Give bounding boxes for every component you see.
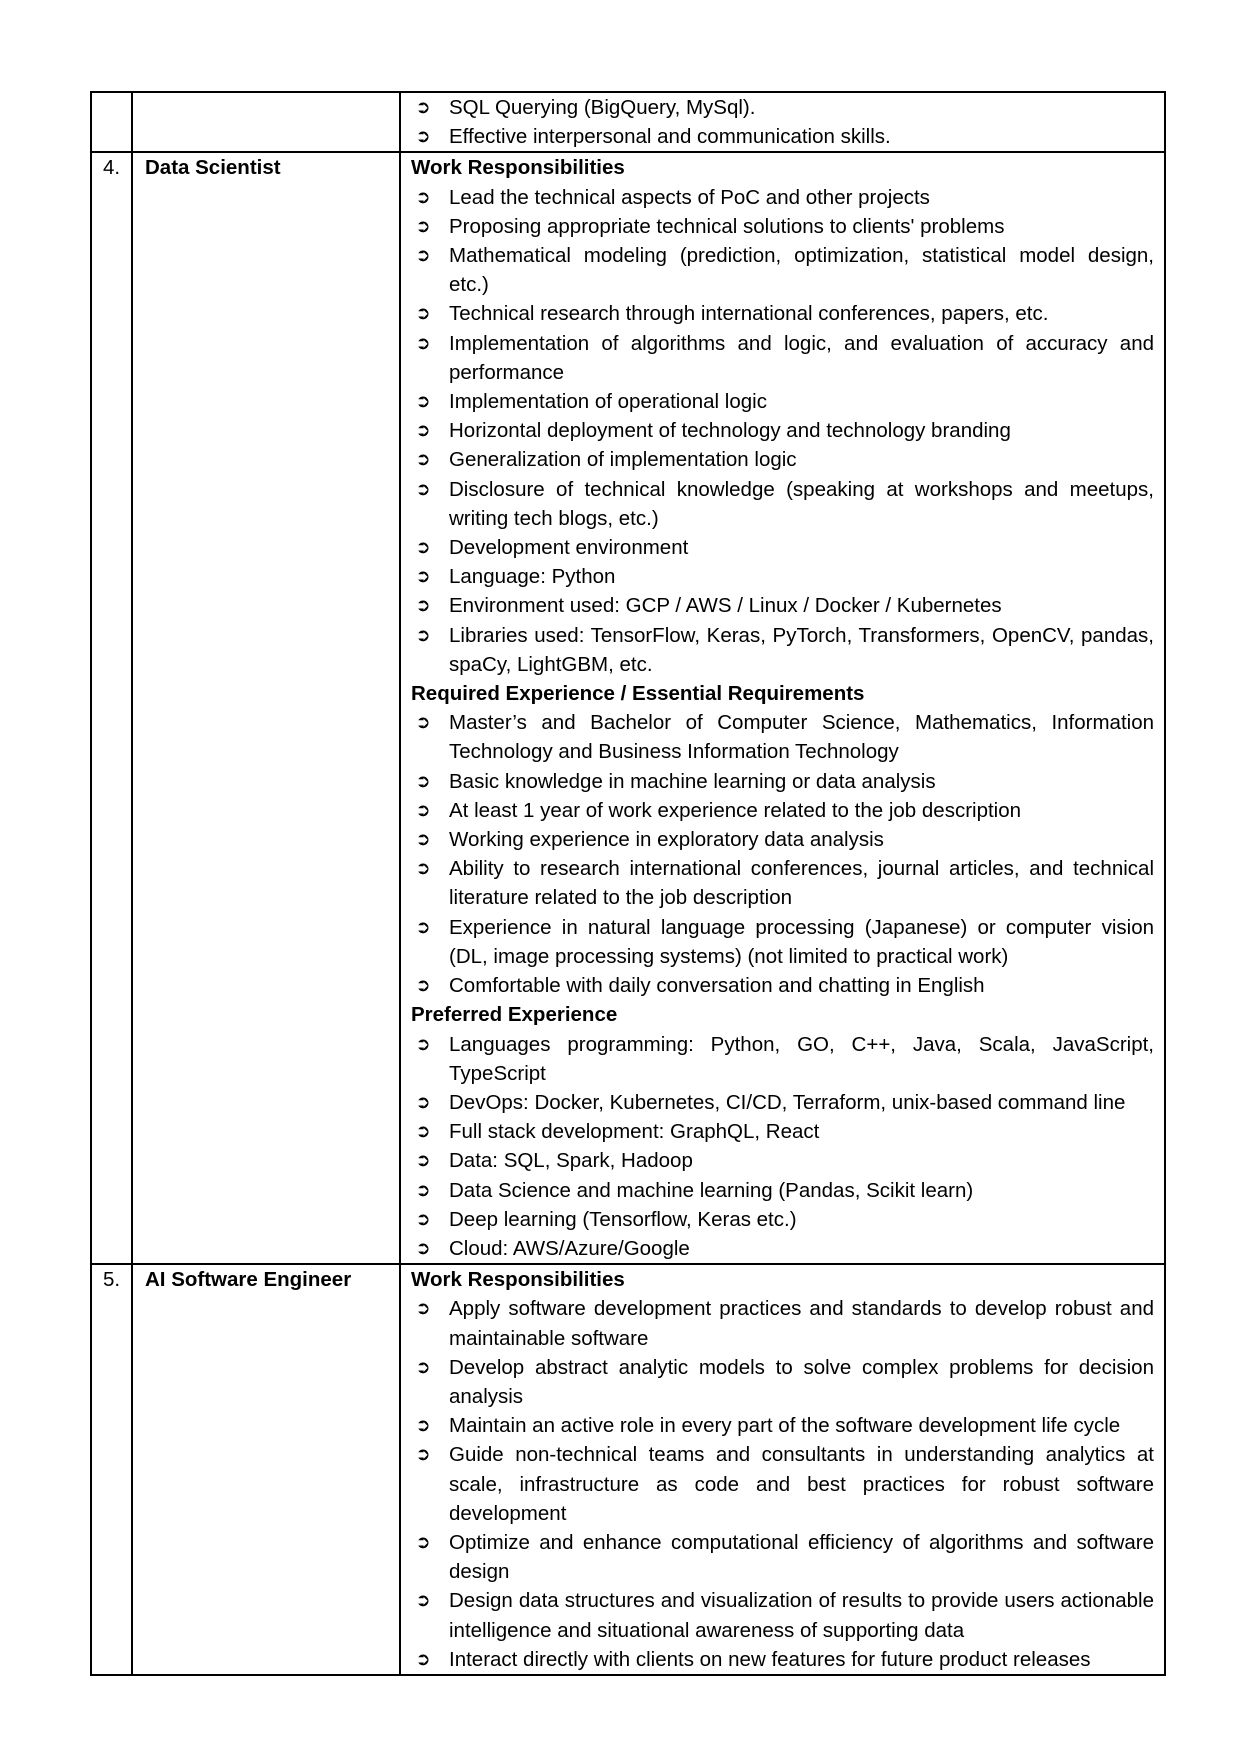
arrow-bullet-icon: ➲ xyxy=(415,215,431,237)
list-item xyxy=(411,329,1154,387)
list-item xyxy=(411,796,1154,825)
list-item-text: Basic knowledge in machine learning or data analysis xyxy=(449,769,936,793)
arrow-bullet-icon: ➲ xyxy=(415,303,431,325)
list-item-text: Interact directly with clients on new features for future product releases xyxy=(449,1647,1091,1671)
section-heading: Work Responsibilities xyxy=(411,1268,625,1292)
list-item-text: Master’s and Bachelor of Computer Science, Mathematics, Information Technology and Business Information Technology xyxy=(449,711,1154,764)
list-item xyxy=(411,621,1154,679)
list-item xyxy=(411,1146,1154,1175)
list-item xyxy=(411,1353,1154,1411)
arrow-bullet-icon: ➲ xyxy=(415,1121,431,1143)
list-item-text: Design data structures and visualization of results to provide users actionable intelligence and situational awareness of supporting data xyxy=(449,1589,1154,1642)
arrow-bullet-icon: ➲ xyxy=(415,975,431,997)
list-item-text: Working experience in exploratory data analysis xyxy=(449,828,884,852)
arrow-bullet-icon: ➲ xyxy=(415,245,431,267)
arrow-bullet-icon: ➲ xyxy=(415,712,431,734)
arrow-bullet-icon: ➲ xyxy=(415,799,431,821)
list-item-text: Full stack development: GraphQL, React xyxy=(449,1120,820,1144)
list-item-text: Maintain an active role in every part of the software development life cycle xyxy=(449,1414,1121,1438)
list-item-text: Implementation of operational logic xyxy=(449,390,767,414)
list-item-text: Effective interpersonal and communication skills. xyxy=(449,125,891,149)
list-item-text: Comfortable with daily conversation and chatting in English xyxy=(449,974,985,998)
section-heading: Required Experience / Essential Requirements xyxy=(411,682,865,706)
list-item xyxy=(411,122,1154,151)
job-table xyxy=(90,91,1166,1676)
arrow-bullet-icon: ➲ xyxy=(415,566,431,588)
list-item-text: Language: Python xyxy=(449,565,616,589)
arrow-bullet-icon: ➲ xyxy=(415,1150,431,1172)
list-item xyxy=(411,212,1154,241)
arrow-bullet-icon: ➲ xyxy=(415,97,431,118)
list-item xyxy=(411,708,1154,766)
arrow-bullet-icon: ➲ xyxy=(415,1208,431,1230)
list-item-text: Deep learning (Tensorflow, Keras etc.) xyxy=(449,1207,797,1231)
arrow-bullet-icon: ➲ xyxy=(415,186,431,208)
arrow-bullet-icon: ➲ xyxy=(415,829,431,851)
row-number: 5. xyxy=(91,1264,132,1675)
list-item-text: Environment used: GCP / AWS / Linux / Docker / Kubernetes xyxy=(449,594,1002,618)
arrow-bullet-icon: ➲ xyxy=(415,1648,431,1670)
arrow-bullet-icon: ➲ xyxy=(415,916,431,938)
list-item xyxy=(411,445,1154,474)
list-item xyxy=(411,1117,1154,1146)
job-title: AI Software Engineer xyxy=(132,1264,400,1675)
arrow-bullet-icon: ➲ xyxy=(415,595,431,617)
arrow-bullet-icon: ➲ xyxy=(415,126,431,148)
list-item xyxy=(411,1528,1154,1586)
bullet-list xyxy=(411,93,1154,151)
arrow-bullet-icon: ➲ xyxy=(415,1415,431,1437)
list-item xyxy=(411,1205,1154,1234)
arrow-bullet-icon: ➲ xyxy=(415,332,431,354)
list-item-text: Cloud: AWS/Azure/Google xyxy=(449,1236,690,1260)
section-heading: Work Responsibilities xyxy=(411,156,625,180)
list-item xyxy=(411,591,1154,620)
list-item xyxy=(411,1440,1154,1528)
list-item xyxy=(411,1088,1154,1117)
list-item xyxy=(411,1411,1154,1440)
arrow-bullet-icon: ➲ xyxy=(415,1237,431,1259)
list-item xyxy=(411,1176,1154,1205)
arrow-bullet-icon: ➲ xyxy=(415,1091,431,1113)
job-description xyxy=(400,1264,1165,1675)
list-item-text: Optimize and enhance computational efficiency of algorithms and software design xyxy=(449,1530,1154,1584)
arrow-bullet-icon: ➲ xyxy=(415,391,431,413)
list-item xyxy=(411,93,1154,122)
list-item-text: Development environment xyxy=(449,536,689,560)
bullet-list xyxy=(411,1030,1154,1264)
list-item-text: SQL Querying (BigQuery, MySql). xyxy=(449,96,756,119)
list-item xyxy=(411,854,1154,912)
list-item-text: Experience in natural language processing (Japanese) or computer vision (DL, image processing systems) (not limited to practical work) xyxy=(449,915,1154,968)
job-title xyxy=(132,92,400,152)
job-title: Data Scientist xyxy=(132,152,400,1264)
list-item-text: Horizontal deployment of technology and technology branding xyxy=(449,419,1011,443)
arrow-bullet-icon: ➲ xyxy=(415,1179,431,1201)
list-item-text: Generalization of implementation logic xyxy=(449,448,797,472)
list-item-text: Languages programming: Python, GO, C++, Java, Scala, JavaScript, TypeScript xyxy=(449,1032,1154,1085)
arrow-bullet-icon: ➲ xyxy=(415,1298,431,1320)
list-item-text: Data: SQL, Spark, Hadoop xyxy=(449,1149,693,1173)
list-item xyxy=(411,913,1154,971)
list-item-text: DevOps: Docker, Kubernetes, CI/CD, Terraform, unix-based command line xyxy=(449,1090,1126,1114)
arrow-bullet-icon: ➲ xyxy=(415,1444,431,1466)
list-item xyxy=(411,299,1154,328)
list-item xyxy=(411,241,1154,299)
arrow-bullet-icon: ➲ xyxy=(415,858,431,880)
list-item xyxy=(411,971,1154,1000)
list-item-text: Disclosure of technical knowledge (speaking at workshops and meetups, writing tech blogs, etc.) xyxy=(449,477,1154,530)
list-item xyxy=(411,1294,1154,1352)
arrow-bullet-icon: ➲ xyxy=(415,420,431,442)
list-item-text: Technical research through international conferences, papers, etc. xyxy=(449,302,1049,326)
list-item-text: Lead the technical aspects of PoC and other projects xyxy=(449,185,930,209)
list-item xyxy=(411,1030,1154,1088)
list-item xyxy=(411,825,1154,854)
list-item-text: Mathematical modeling (prediction, optimization, statistical model design, etc.) xyxy=(449,244,1154,297)
list-item xyxy=(411,183,1154,212)
bullet-list xyxy=(411,1294,1154,1674)
arrow-bullet-icon: ➲ xyxy=(415,537,431,559)
arrow-bullet-icon: ➲ xyxy=(415,624,431,646)
list-item xyxy=(411,416,1154,445)
bullet-list xyxy=(411,708,1154,1000)
job-description xyxy=(400,152,1165,1264)
arrow-bullet-icon: ➲ xyxy=(415,478,431,500)
job-description xyxy=(400,92,1165,152)
list-item xyxy=(411,533,1154,562)
arrow-bullet-icon: ➲ xyxy=(415,1033,431,1055)
arrow-bullet-icon: ➲ xyxy=(415,1356,431,1378)
table-row xyxy=(91,1264,1165,1675)
list-item-text: Proposing appropriate technical solutions to clients' problems xyxy=(449,214,1005,238)
list-item xyxy=(411,1645,1154,1674)
list-item xyxy=(411,387,1154,416)
list-item-text: Libraries used: TensorFlow, Keras, PyTorch, Transformers, OpenCV, pandas, spaCy, LightGBM, etc. xyxy=(449,623,1154,676)
list-item xyxy=(411,562,1154,591)
arrow-bullet-icon: ➲ xyxy=(415,1531,431,1553)
list-item xyxy=(411,1234,1154,1263)
table-row xyxy=(91,152,1165,1264)
row-number xyxy=(91,92,132,152)
list-item-text: Ability to research international conferences, journal articles, and technical literature related to the job description xyxy=(449,857,1154,910)
list-item xyxy=(411,475,1154,533)
list-item-text: Apply software development practices and standards to develop robust and maintainable software xyxy=(449,1297,1154,1350)
bullet-list xyxy=(411,183,1154,679)
list-item-text: Data Science and machine learning (Pandas, Scikit learn) xyxy=(449,1178,974,1202)
list-item-text: Develop abstract analytic models to solve complex problems for decision analysis xyxy=(449,1355,1154,1408)
list-item-text: Implementation of algorithms and logic, and evaluation of accuracy and performance xyxy=(449,331,1154,384)
section-heading: Preferred Experience xyxy=(411,1003,618,1027)
arrow-bullet-icon: ➲ xyxy=(415,770,431,792)
list-item xyxy=(411,767,1154,796)
arrow-bullet-icon: ➲ xyxy=(415,1590,431,1612)
row-number: 4. xyxy=(91,152,132,1264)
arrow-bullet-icon: ➲ xyxy=(415,449,431,471)
table-row xyxy=(91,92,1165,152)
list-item xyxy=(411,1586,1154,1644)
list-item-text: Guide non-technical teams and consultants in understanding analytics at scale, infrastructure as code and best practices for robust software development xyxy=(449,1443,1154,1525)
list-item-text: At least 1 year of work experience related to the job description xyxy=(449,798,1022,822)
